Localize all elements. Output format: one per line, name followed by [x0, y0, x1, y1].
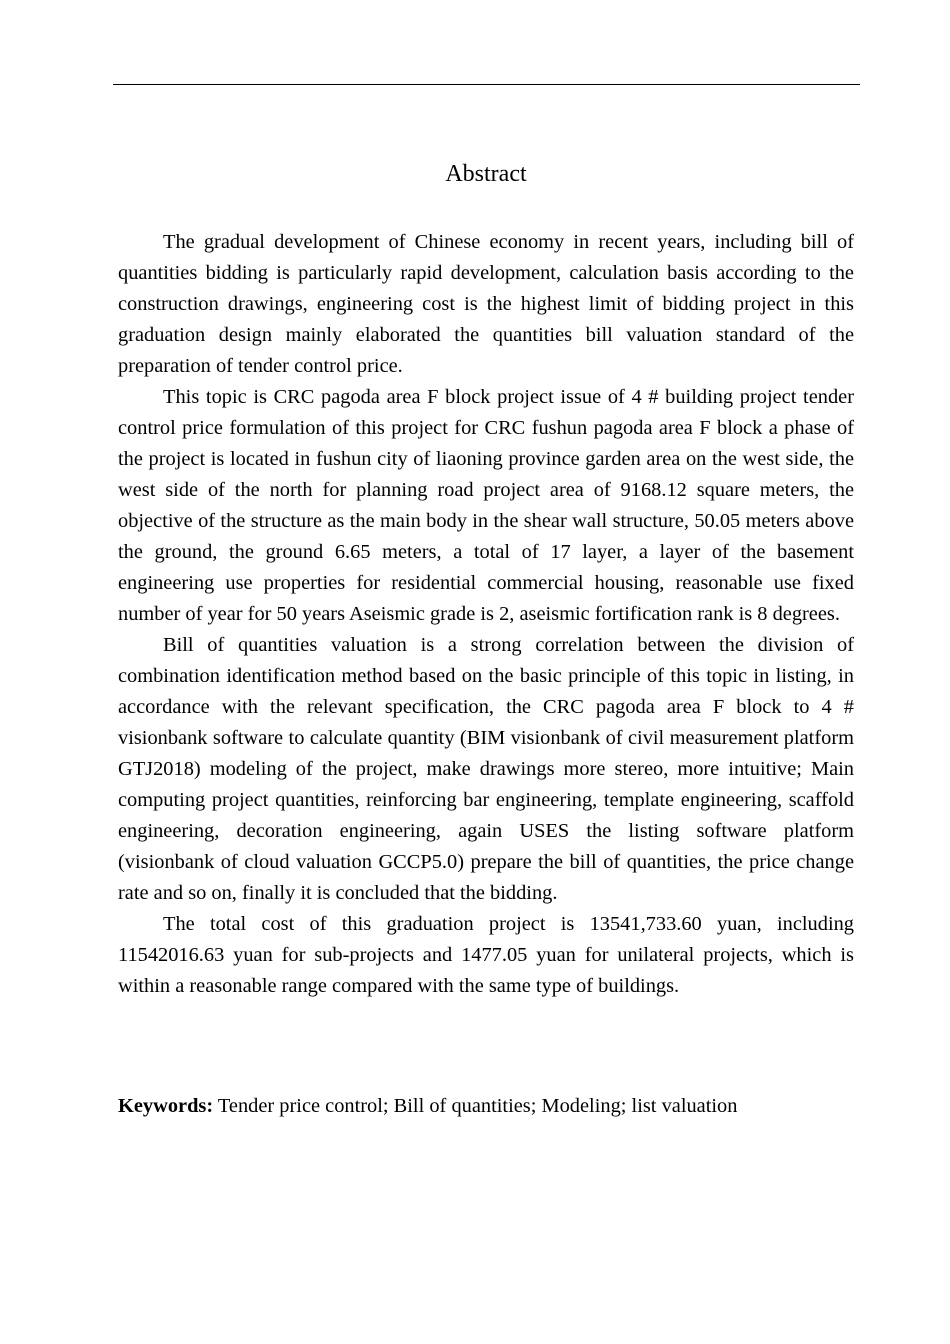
header-rule: [113, 84, 860, 85]
keywords-text: Tender price control; Bill of quantities; Modeling; list valuation: [213, 1095, 738, 1117]
abstract-title: Abstract: [445, 161, 527, 187]
keywords-label: Keywords:: [118, 1095, 214, 1117]
abstract-paragraph-3: Bill of quantities valuation is a strong correlation between the division of combination identification method based on the basic principle of this topic in listing, in accordance with the relevant specification, the CRC pagoda area F block to 4 # visionbank software to calculate quantity (BIM visionbank of civil measurement platform GTJ2018) modeling of the project, make drawings more stereo, more intuitive; Main computing project quantities, reinforcing bar engineering, template engineering, scaffold engineering, decoration engineering, again USES the listing software platform (visionbank of cloud valuation GCCP5.0) prepare the bill of quantities, the price change rate and so on, finally it is concluded that the bidding.: [118, 634, 854, 904]
keywords-line: [118, 1091, 854, 1122]
abstract-paragraph-2: This topic is CRC pagoda area F block project issue of 4 # building project tender control price formulation of this project for CRC fushun pagoda area F block a phase of the project is located in fushun city of liaoning province garden area on the west side, the west side of the north for planning road project area of 9168.12 square meters, the objective of the structure as the main body in the shear wall structure, 50.05 meters above the ground, the ground 6.65 meters, a total of 17 layer, a layer of the basement engineering use properties for residential commercial housing, reasonable use fixed number of year for 50 years Aseismic grade is 2, aseismic fortification rank is 8 degrees.: [118, 386, 854, 625]
abstract-paragraph-4: The total cost of this graduation project is 13541,733.60 yuan, including 11542016.63 yuan for sub-projects and 1477.05 yuan for unilateral projects, which is within a reasonable range compared with the same type of buildings.: [118, 913, 854, 997]
abstract-body: [118, 227, 854, 1002]
abstract-paragraph-1: The gradual development of Chinese economy in recent years, including bill of quantities bidding is particularly rapid development, calculation basis according to the construction drawings, engineering cost is the highest limit of bidding project in this graduation design mainly elaborated the quantities bill valuation standard of the preparation of tender control price.: [118, 231, 854, 377]
